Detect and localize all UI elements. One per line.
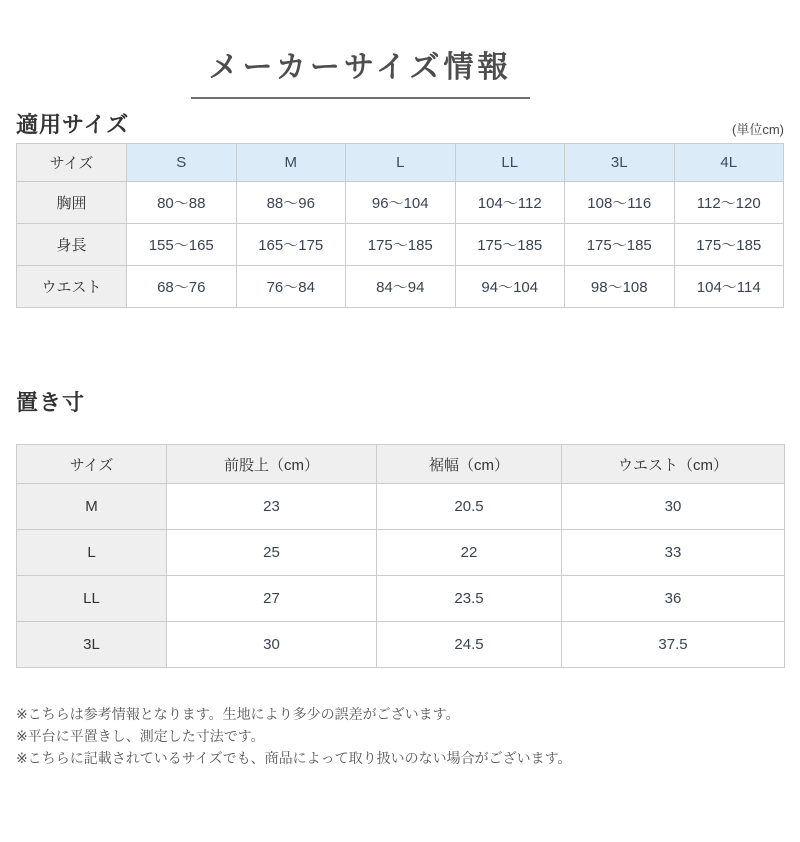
flat-row-ll	[17, 576, 785, 622]
flat-value-cell: 33	[562, 530, 785, 576]
chest-value-cell: 108〜116	[565, 182, 675, 224]
flat-measurement-table	[16, 444, 785, 668]
flat-col-header-size: サイズ	[17, 445, 167, 484]
footnote-reference-info: ※こちらは参考情報となります。生地により多少の誤差がございます。	[16, 706, 460, 722]
height-value-cell: 165〜175	[236, 224, 346, 266]
size-col-header-3l: 3L	[565, 144, 675, 182]
height-row-label: 身長	[17, 224, 127, 266]
waist-value-cell: 76〜84	[236, 266, 346, 308]
flat-value-cell: 23	[167, 484, 377, 530]
flat-value-cell: 30	[167, 622, 377, 668]
flat-col-header-hem: 裾幅（cm）	[377, 445, 562, 484]
chest-row-label: 胸囲	[17, 182, 127, 224]
chest-value-cell: 88〜96	[236, 182, 346, 224]
flat-col-header-rise: 前股上（cm）	[167, 445, 377, 484]
flat-value-cell: 24.5	[377, 622, 562, 668]
flat-row-l	[17, 530, 785, 576]
flat-row-3l	[17, 622, 785, 668]
applicable-size-table	[16, 143, 784, 308]
height-value-cell: 175〜185	[674, 224, 784, 266]
unit-note: (単位cm)	[732, 122, 784, 137]
chest-row	[17, 182, 784, 224]
height-value-cell: 175〜185	[346, 224, 456, 266]
waist-value-cell: 94〜104	[455, 266, 565, 308]
flat-value-cell: 20.5	[377, 484, 562, 530]
waist-value-cell: 98〜108	[565, 266, 675, 308]
flat-measurement-heading: 置き寸	[16, 390, 86, 415]
footnote-flat-measured: ※平台に平置きし、測定した寸法です。	[16, 728, 265, 744]
height-value-cell: 175〜185	[455, 224, 565, 266]
height-value-cell: 155〜165	[127, 224, 237, 266]
waist-value-cell: 104〜114	[674, 266, 784, 308]
chest-value-cell: 96〜104	[346, 182, 456, 224]
flat-row-label: L	[17, 530, 167, 576]
flat-row-label: LL	[17, 576, 167, 622]
waist-value-cell: 68〜76	[127, 266, 237, 308]
waist-row-label: ウエスト	[17, 266, 127, 308]
flat-value-cell: 27	[167, 576, 377, 622]
flat-value-cell: 23.5	[377, 576, 562, 622]
flat-value-cell: 36	[562, 576, 785, 622]
flat-value-cell: 30	[562, 484, 785, 530]
maker-size-info-page	[0, 42, 800, 769]
chest-value-cell: 104〜112	[455, 182, 565, 224]
waist-row	[17, 266, 784, 308]
flat-col-header-waist: ウエスト（cm）	[562, 445, 785, 484]
flat-row-label: 3L	[17, 622, 167, 668]
chest-value-cell: 112〜120	[674, 182, 784, 224]
flat-value-cell: 37.5	[562, 622, 785, 668]
page-title: メーカーサイズ情報	[191, 42, 530, 99]
size-col-header-4l: 4L	[674, 144, 784, 182]
footnote-availability: ※こちらに記載されているサイズでも、商品によって取り扱いのない場合がございます。	[16, 750, 572, 766]
size-col-header-ll: LL	[455, 144, 565, 182]
height-value-cell: 175〜185	[565, 224, 675, 266]
applicable-size-section	[16, 108, 784, 308]
page-title-wrap	[16, 42, 704, 99]
flat-measurement-section	[16, 386, 784, 668]
height-row	[17, 224, 784, 266]
flat-value-cell: 22	[377, 530, 562, 576]
size-col-header-s: S	[127, 144, 237, 182]
size-table-corner-header: サイズ	[17, 144, 127, 182]
flat-table-header-row	[17, 445, 785, 484]
flat-row-label: M	[17, 484, 167, 530]
applicable-size-heading: 適用サイズ	[16, 112, 130, 137]
waist-value-cell: 84〜94	[346, 266, 456, 308]
chest-value-cell: 80〜88	[127, 182, 237, 224]
size-col-header-m: M	[236, 144, 346, 182]
size-table-header-row	[17, 144, 784, 182]
footnotes	[16, 703, 784, 769]
applicable-size-header-row	[16, 108, 784, 139]
flat-value-cell: 25	[167, 530, 377, 576]
flat-row-m	[17, 484, 785, 530]
size-col-header-l: L	[346, 144, 456, 182]
